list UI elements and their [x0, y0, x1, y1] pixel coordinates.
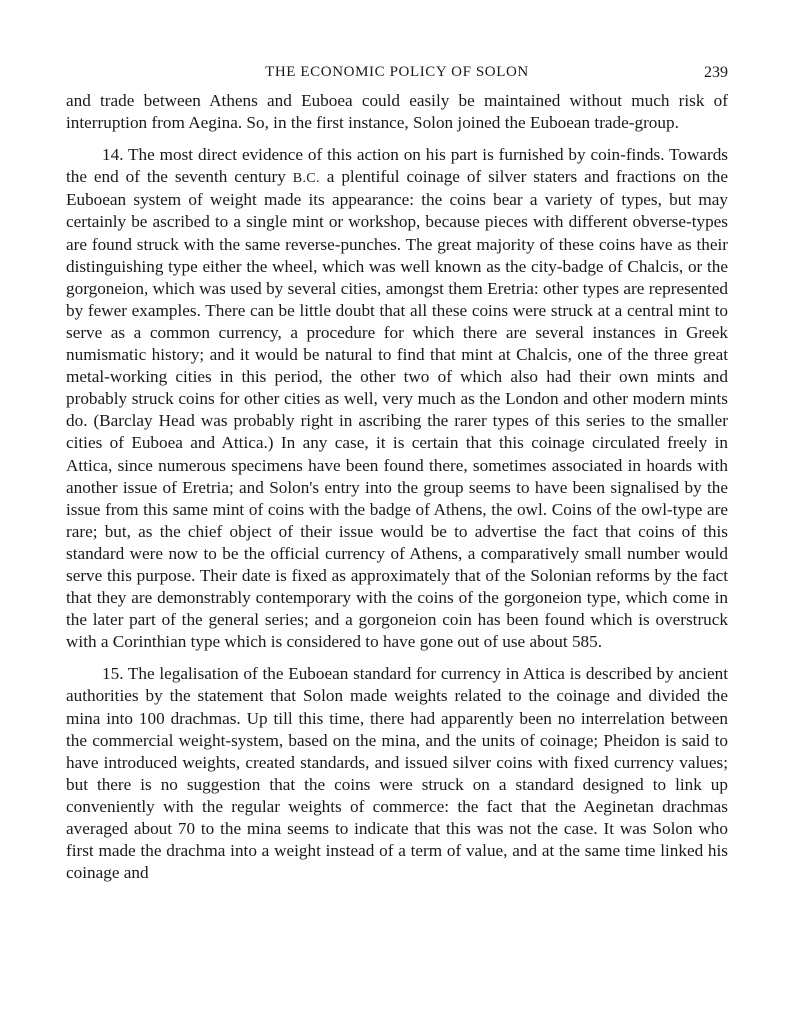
page-number: 239 — [704, 64, 728, 81]
paragraph-continuation: and trade between Athens and Euboea could easily be maintained without much risk of interruption from Aegina. So, in the first instance, Solon joined the Euboean trade-group. — [66, 91, 728, 133]
paragraph-14-text-rest: a plentiful coinage of silver staters and fractions on the Euboean system of weight made its appearance: the coins bear a variety of types, but may certainly be ascribed to a single mint or workshop, because pieces with different obverse-types are found struck with the same reverse-punches. The great majority of these coins have as their distinguishing type either the wheel, which was well known as the city-badge of Chalcis, or the gorgoneion, which was used by several cities, amongst them Eretria: other types are represented by fewer examples. There can be little doubt that all these coins were struck at a central mint to serve as a common currency, a procedure for which there are several instances in Greek numismatic history; and it would be natural to find that mint at Chalcis, one of the three great metal-working cities in this period, the other two of which also had their own mints and probably struck coins for other cities as well, very much as the London and other modern mints do. (Barclay Head was probably right in ascribing the rarer types of this series to the smaller cities of Euboea and Attica.) In any case, it is certain that this coinage circulated freely in Attica, since numerous specimens have been found there, sometimes associated in hoards with another issue of Eretria; and Solon's entry into the group seems to have been signalised by the issue from this same mint of coins with the badge of Athens, the owl. Coins of the owl-type are rare; but, as the chief object of their issue would be to advertise the fact that coins of this standard were now to be the official currency of Athens, a comparatively small number would serve this purpose. Their date is fixed as approximately that of the Solonian reforms by the fact that they are demonstrably contemporary with the coins of the gorgoneion type, which come in the later part of the general series; and a gorgoneion coin has been found which is overstruck with a Corinthian type which is considered to have gone out of use about 585. — [66, 167, 728, 652]
book-page — [66, 58, 728, 894]
body-text — [66, 90, 728, 884]
running-title: THE ECONOMIC POLICY OF SOLON — [265, 64, 529, 80]
era-abbreviation: B.C. — [292, 170, 320, 187]
running-head — [66, 58, 728, 86]
paragraph-14 — [66, 144, 728, 653]
paragraph-14-text-start: 14. The most direct evidence of this action on his part is furnished by coin-finds. Towards the end of the seventh century — [66, 145, 728, 187]
paragraph-15: 15. The legalisation of the Euboean standard for currency in Attica is described by ancient authorities by the statement that Solon made weights related to the coinage and divided the mina into 100 drachmas. Up till this time, there had apparently been no interrelation between the commercial weight-system, based on the mina, and the units of coinage; Pheidon is said to have introduced weights, created standards, and issued silver coins with fixed currency values; but there is no suggestion that the coins were struck on a standard designed to link up conveniently with the regular weights of commerce: the fact that the Aeginetan drachmas averaged about 70 to the mina seems to indicate that this was not the case. It was Solon who first made the drachma into a weight instead of a term of value, and at the same time linked his coinage and — [66, 664, 728, 883]
